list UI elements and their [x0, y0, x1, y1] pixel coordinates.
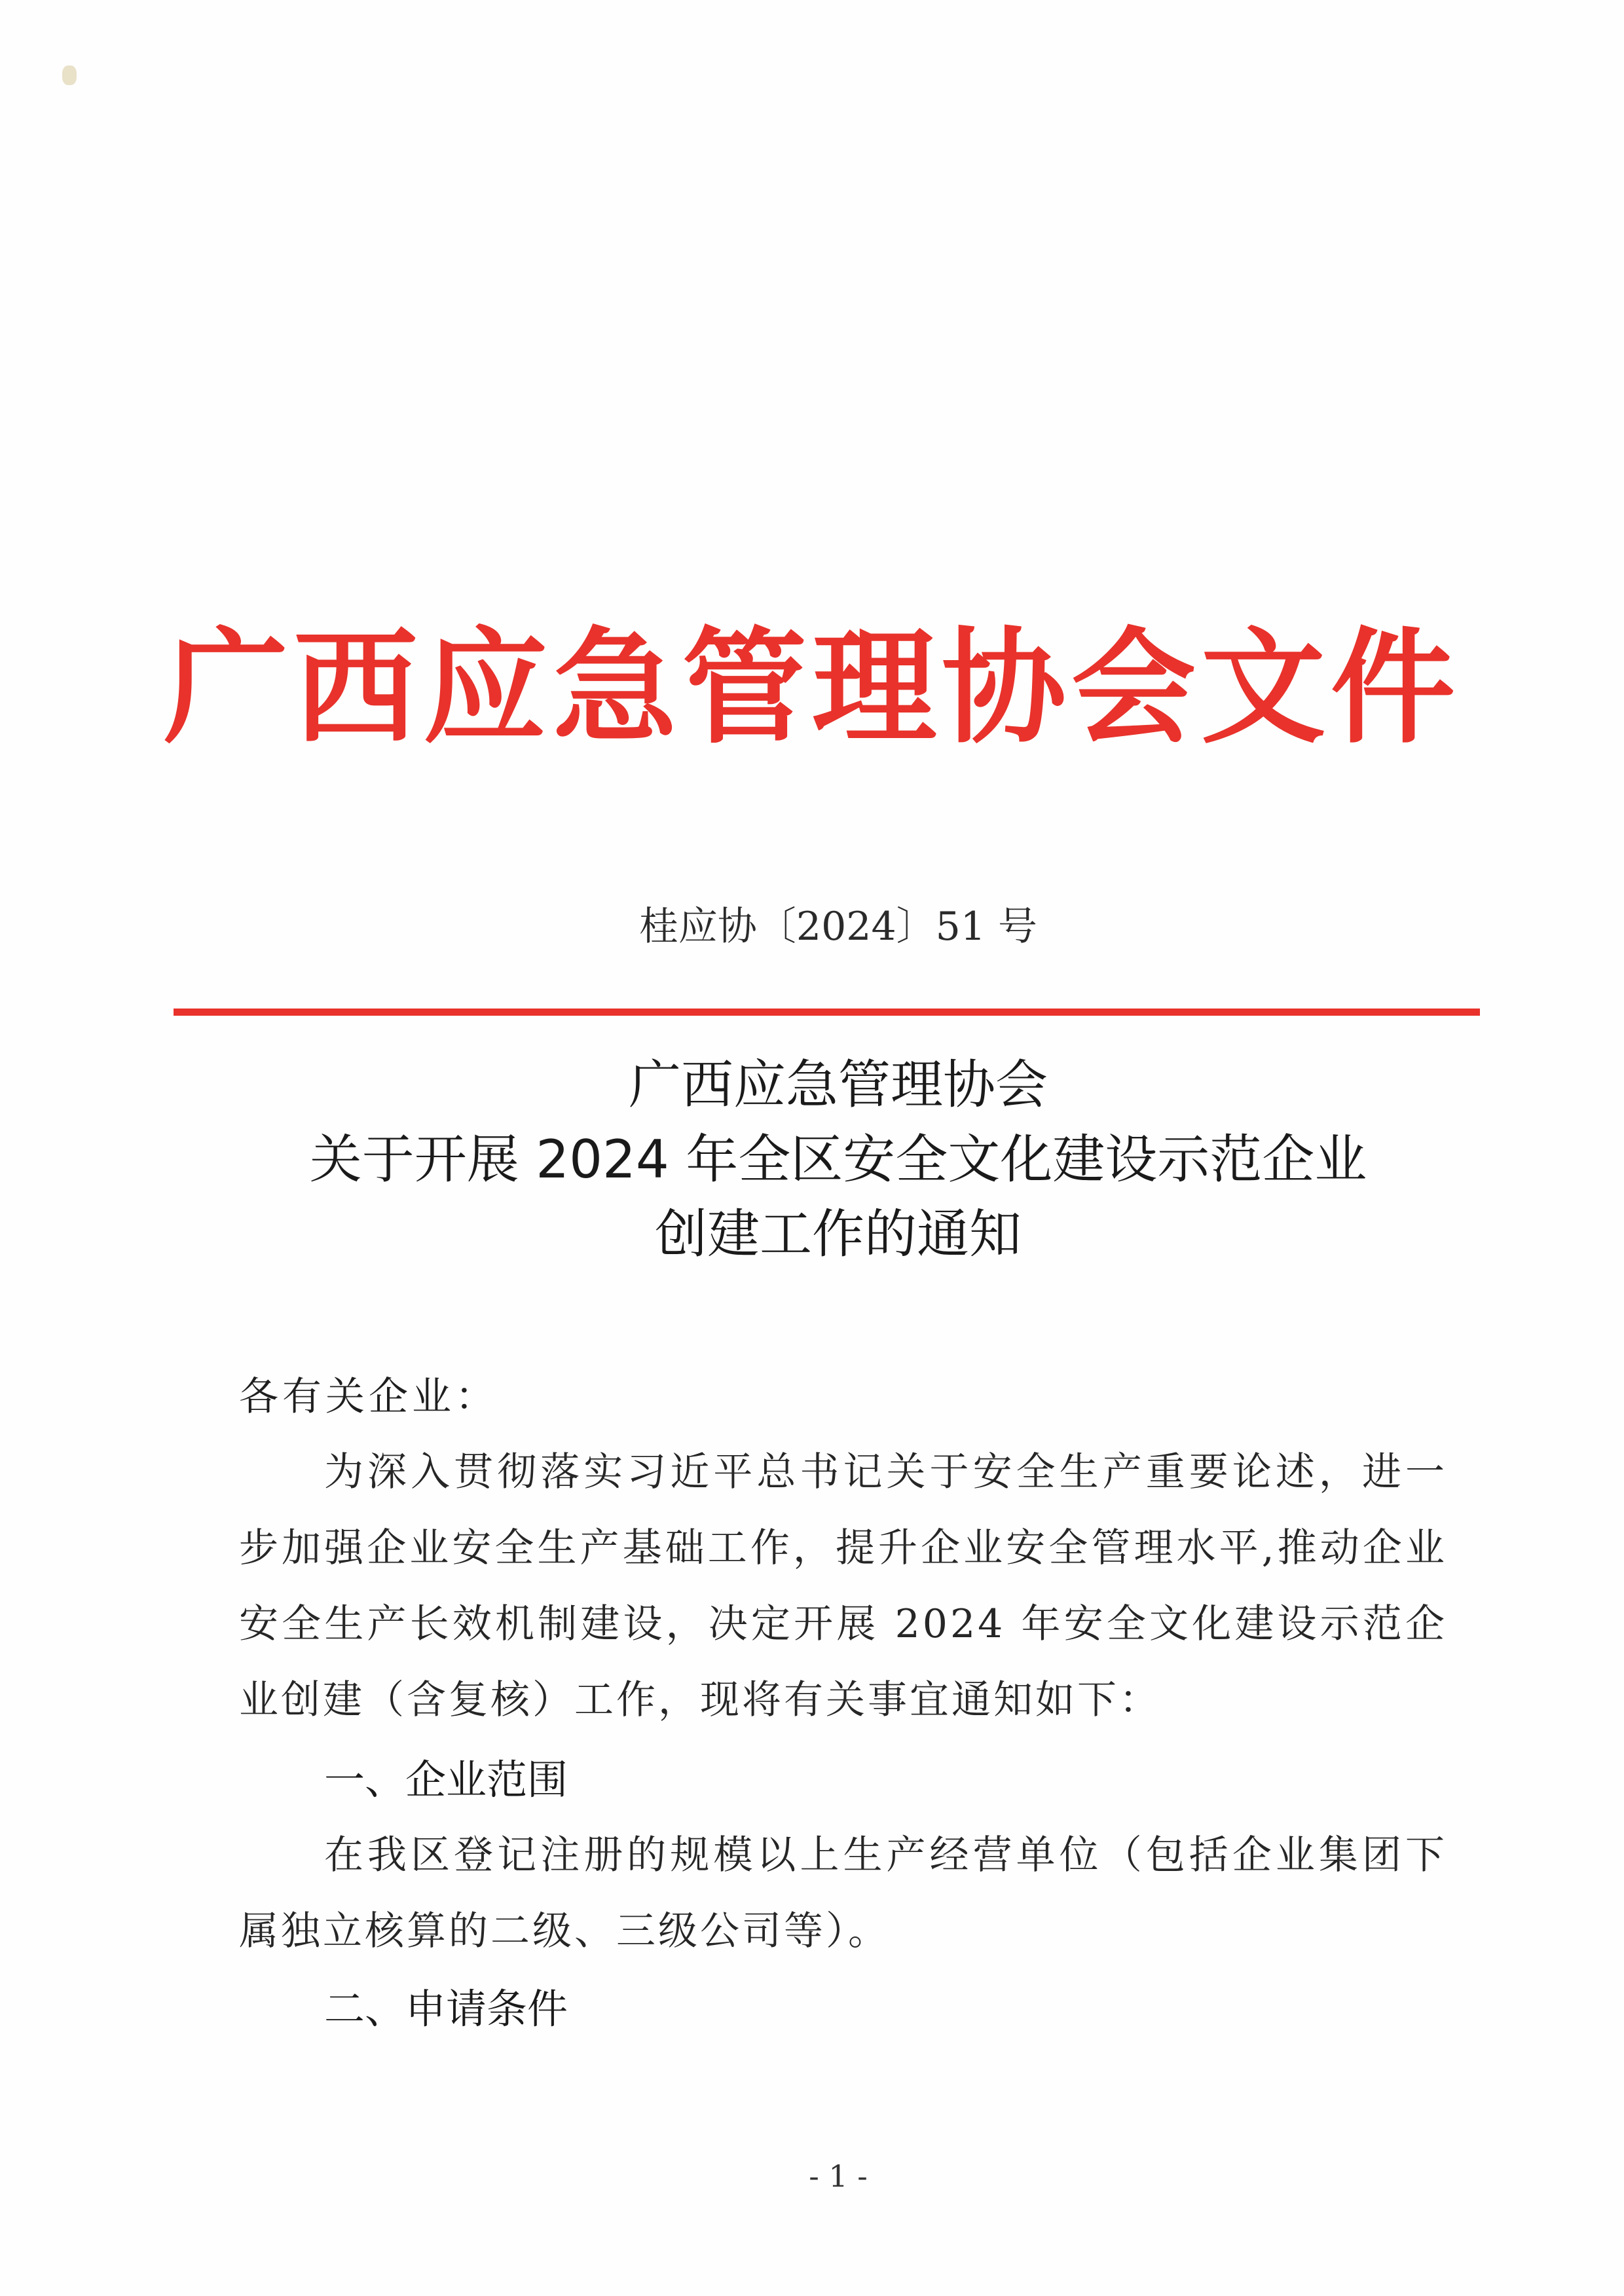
- intro-paragraph: 为深入贯彻落实习近平总书记关于安全生产重要论述，进一步加强企业安全生产基础工作，提升企业安全管理水平,推动企业安全生产长效机制建设，决定开展 2024 年安全文化建设示范企业创建（含复核）工作，现将有关事宜通知如下：: [239, 1449, 1447, 1723]
- title-line-2: 关于开展 2024 年全区安全文化建设示范企业: [309, 1129, 1367, 1190]
- scan-mark: [62, 65, 77, 85]
- section-1-heading: 一、企业范围: [324, 1756, 568, 1804]
- org-file-header: 广西应急管理协会文件: [163, 614, 1460, 760]
- page-number: - 1 -: [809, 2158, 868, 2194]
- document-number: 桂应协〔2024〕51 号: [638, 904, 1038, 950]
- title-line-3: 创建工作的通知: [655, 1204, 1022, 1265]
- section-1-text: 在我区登记注册的规模以上生产经营单位（包括企业集团下属独立核算的二级、三级公司等）。: [239, 1832, 1447, 1954]
- document-title: [0, 1048, 1624, 1272]
- title-line-1: 广西应急管理协会: [629, 1054, 1048, 1115]
- section-2-heading: 二、申请条件: [324, 1985, 568, 2033]
- red-divider-line: [174, 1009, 1480, 1016]
- salutation: 各有关企业：: [239, 1374, 498, 1420]
